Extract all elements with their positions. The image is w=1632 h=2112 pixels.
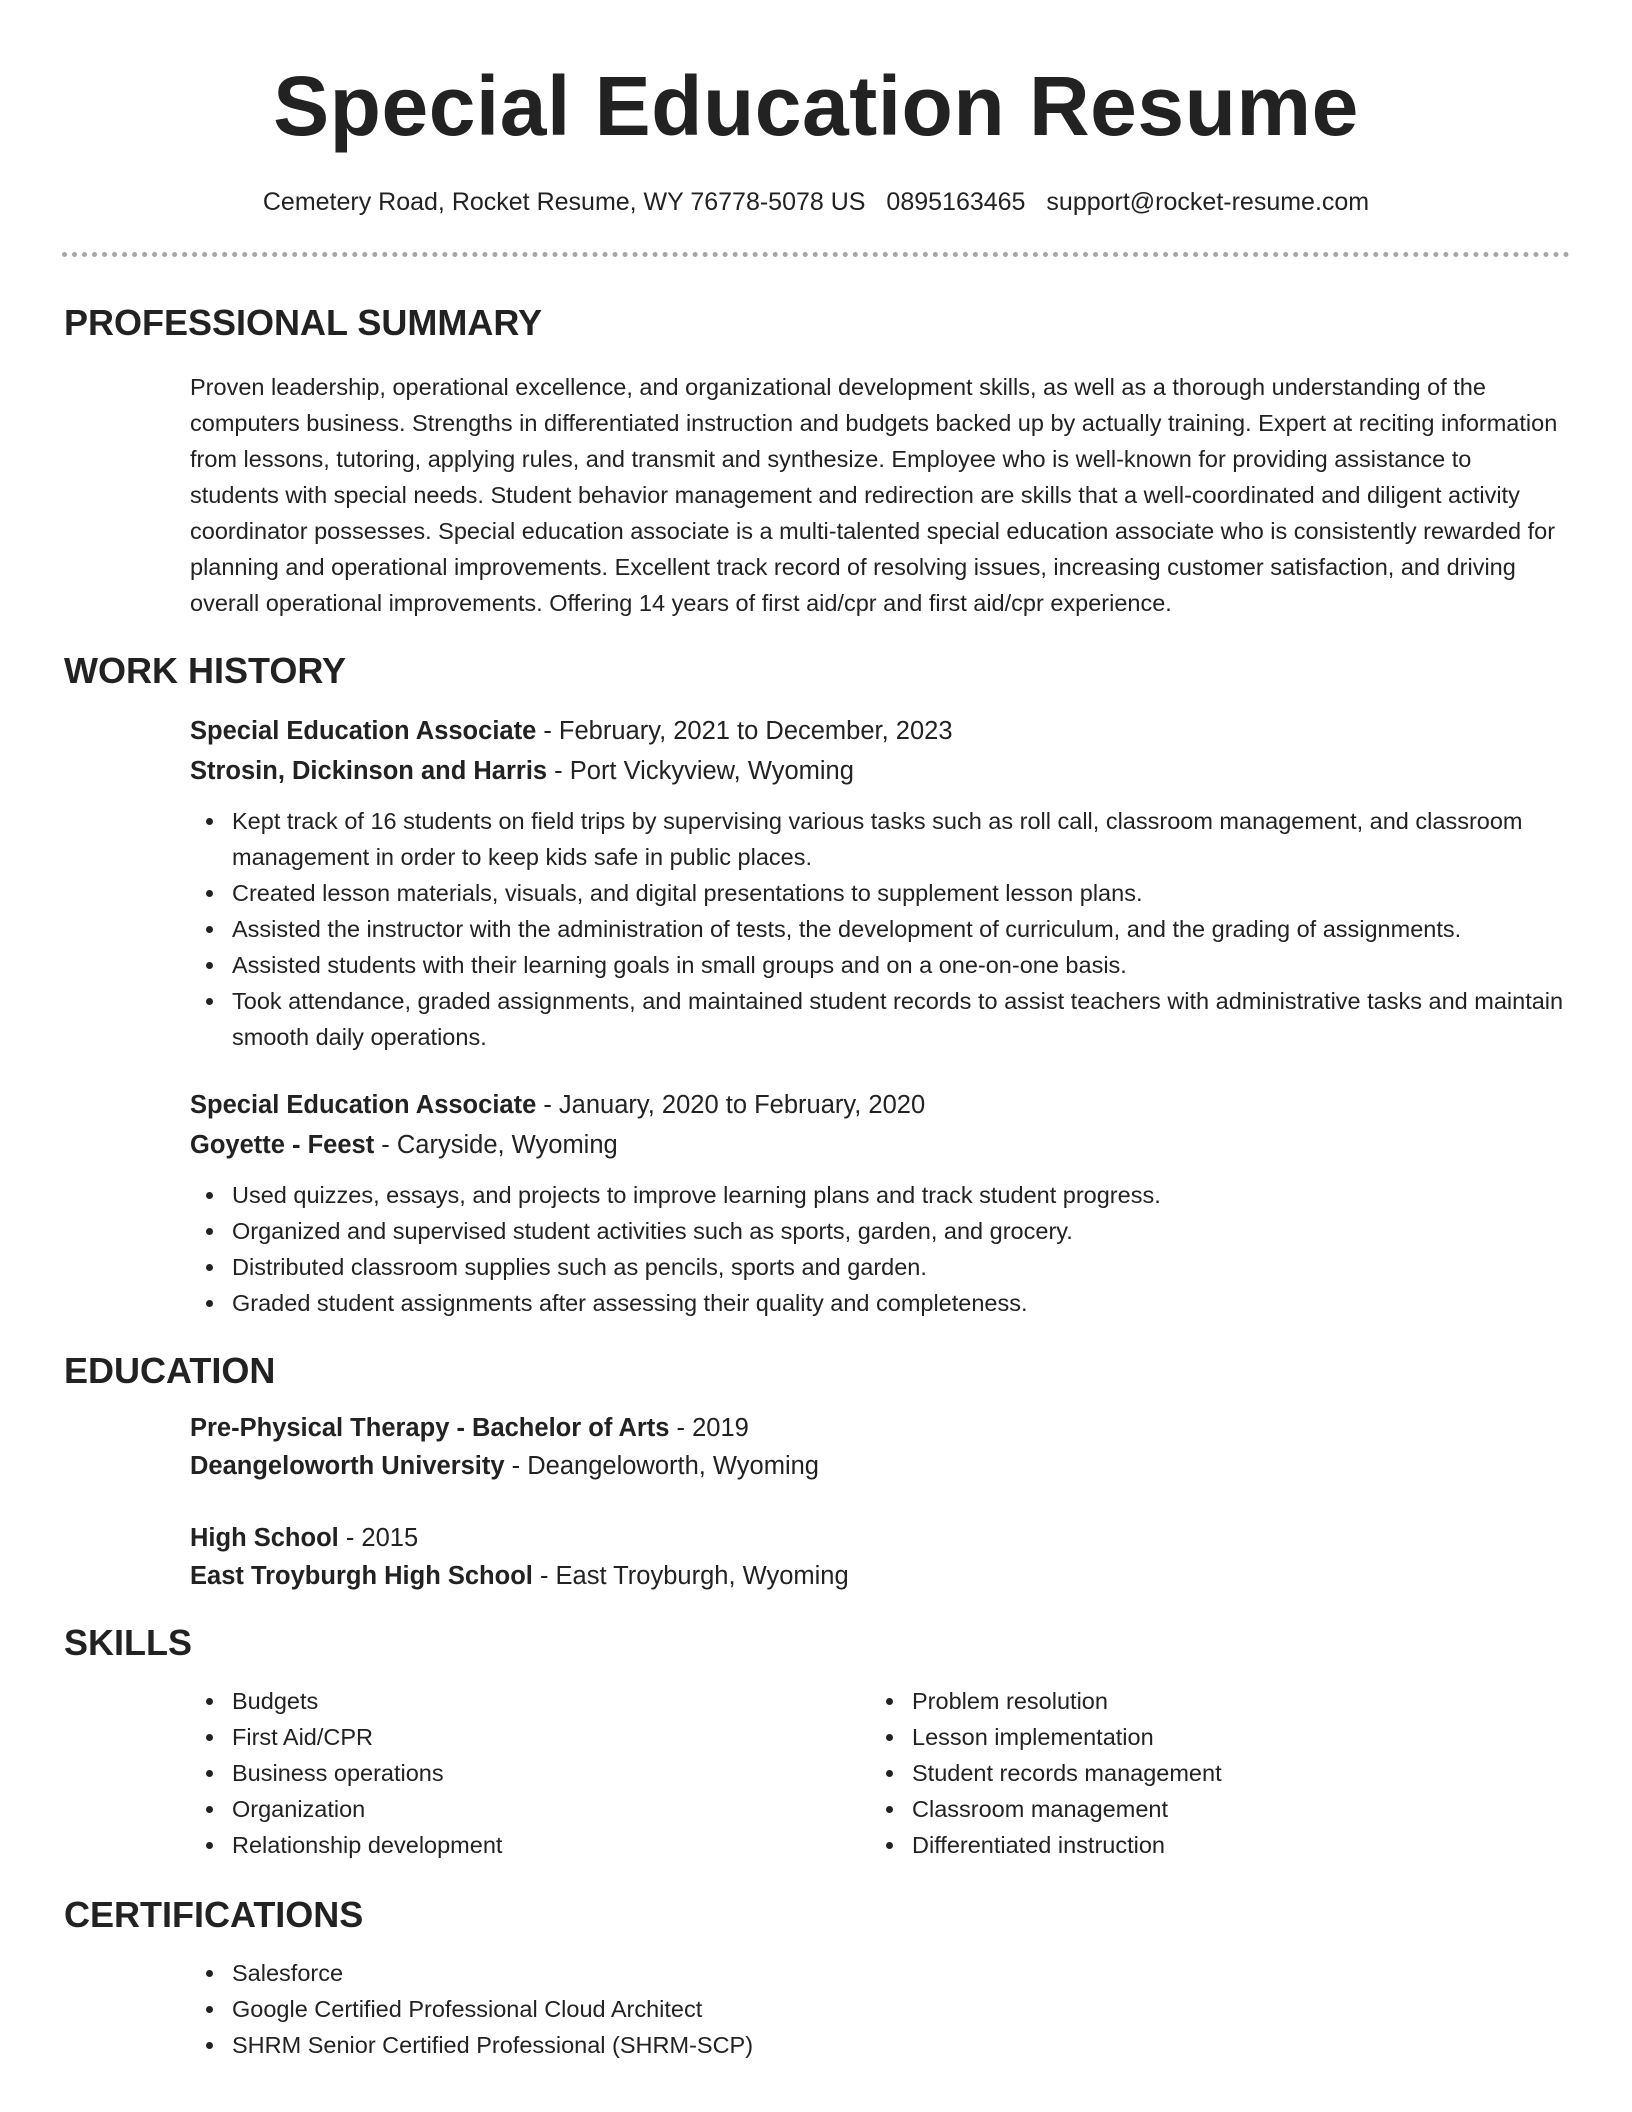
school-location: - East Troyburgh, Wyoming [532,1562,849,1590]
list-item: Organization [188,1791,868,1827]
list-item: Created lesson materials, visuals, and digital presentations to supplement lesson plans. [188,875,1564,911]
list-item: SHRM Senior Certified Professional (SHRM-SCP) [188,2027,1564,2063]
school-name: East Troyburgh High School [190,1562,533,1590]
section-title-work: WORK HISTORY [64,650,347,691]
contact-email: support@rocket-resume.com [1046,188,1370,216]
contact-address: Cemetery Road, Rocket Resume, WY 76778-5078 US [262,188,866,216]
list-item: Assisted the instructor with the administration of tests, the development of curriculum, and the grading of assignments. [188,911,1564,947]
job-dates: - January, 2020 to February, 2020 [536,1091,926,1119]
degree-line [190,1409,1564,1447]
degree-name: Pre-Physical Therapy - Bachelor of Arts [190,1414,670,1442]
list-item: Used quizzes, essays, and projects to improve learning plans and track student progress. [188,1177,1564,1213]
section-title-skills: SKILLS [64,1622,193,1663]
section-title-certifications: CERTIFICATIONS [64,1894,364,1935]
list-item: Salesforce [188,1955,1564,1991]
job-location: - Caryside, Wyoming [374,1131,618,1159]
school-line [190,1557,1564,1595]
list-item: Problem resolution [868,1683,1548,1719]
job-duties-list [188,803,1564,1055]
education-entry [190,1519,1564,1595]
job-company-line [190,1125,1564,1165]
list-item: Lesson implementation [868,1719,1548,1755]
list-item: Classroom management [868,1791,1548,1827]
skills-list-left [188,1683,868,1863]
list-item: Organized and supervised student activities such as sports, garden, and grocery. [188,1213,1564,1249]
skills-columns [188,1683,1564,1863]
school-location: - Deangeloworth, Wyoming [504,1452,819,1480]
contact-line [0,186,1632,218]
job-entry [190,711,1564,1055]
list-item: Took attendance, graded assignments, and maintained student records to assist teachers with administrative tasks and maintain smooth daily operations. [188,983,1564,1055]
job-dates: - February, 2021 to December, 2023 [536,717,953,745]
degree-name: High School [190,1524,339,1552]
job-company-line [190,751,1564,791]
job-company: Strosin, Dickinson and Harris [190,757,548,785]
job-title: Special Education Associate [190,717,537,745]
degree-line [190,1519,1564,1557]
list-item: Business operations [188,1755,868,1791]
section-title-summary: PROFESSIONAL SUMMARY [64,302,543,343]
skills-list-right [868,1683,1548,1863]
school-line [190,1447,1564,1485]
certifications-block [188,1955,1564,2063]
job-title-line [190,711,1564,751]
job-duties-list [188,1177,1564,1321]
list-item: Kept track of 16 students on field trips by supervising various tasks such as roll call, classroom management, and classroom management in order to keep kids safe in public places. [188,803,1564,875]
list-item: Budgets [188,1683,868,1719]
education-entry [190,1409,1564,1485]
list-item: Graded student assignments after assessing their quality and completeness. [188,1285,1564,1321]
certifications-list [188,1955,1564,2063]
list-item: Google Certified Professional Cloud Architect [188,1991,1564,2027]
summary-text: Proven leadership, operational excellence, and organizational development skills, as well as a thorough understanding of the computers business. Strengths in differentiated instruction and budgets backed up by actually training. Expert at reciting information from lessons, tutoring, applying rules, and transmit and synthesize. Employee who is well-known for providing assistance to students with special needs. Student behavior management and redirection are skills that a well-coordinated and diligent activity coordinator possesses. Special education associate is a multi-talented special education associate who is consistently rewarded for planning and operational improvements. Excellent track record of resolving issues, increasing customer satisfaction, and driving overall operational improvements. Offering 14 years of first aid/cpr and first aid/cpr experience. [190,374,1558,616]
list-item: Differentiated instruction [868,1827,1548,1863]
school-name: Deangeloworth University [190,1452,505,1480]
list-item: Assisted students with their learning goals in small groups and on a one-on-one basis. [188,947,1564,983]
list-item: First Aid/CPR [188,1719,868,1755]
degree-year: - 2015 [338,1524,419,1552]
job-location: - Port Vickyview, Wyoming [547,757,854,785]
job-title: Special Education Associate [190,1091,537,1119]
list-item: Distributed classroom supplies such as pencils, sports and garden. [188,1249,1564,1285]
list-item: Relationship development [188,1827,868,1863]
job-entry [190,1085,1564,1321]
degree-year: - 2019 [669,1414,749,1442]
contact-phone: 0895163465 [886,188,1026,216]
job-title-line [190,1085,1564,1125]
job-company: Goyette - Feest [190,1131,375,1159]
header-divider [62,252,1570,257]
list-item: Student records management [868,1755,1548,1791]
resume-title: Special Education Resume [273,59,1359,153]
section-title-education: EDUCATION [64,1350,276,1391]
